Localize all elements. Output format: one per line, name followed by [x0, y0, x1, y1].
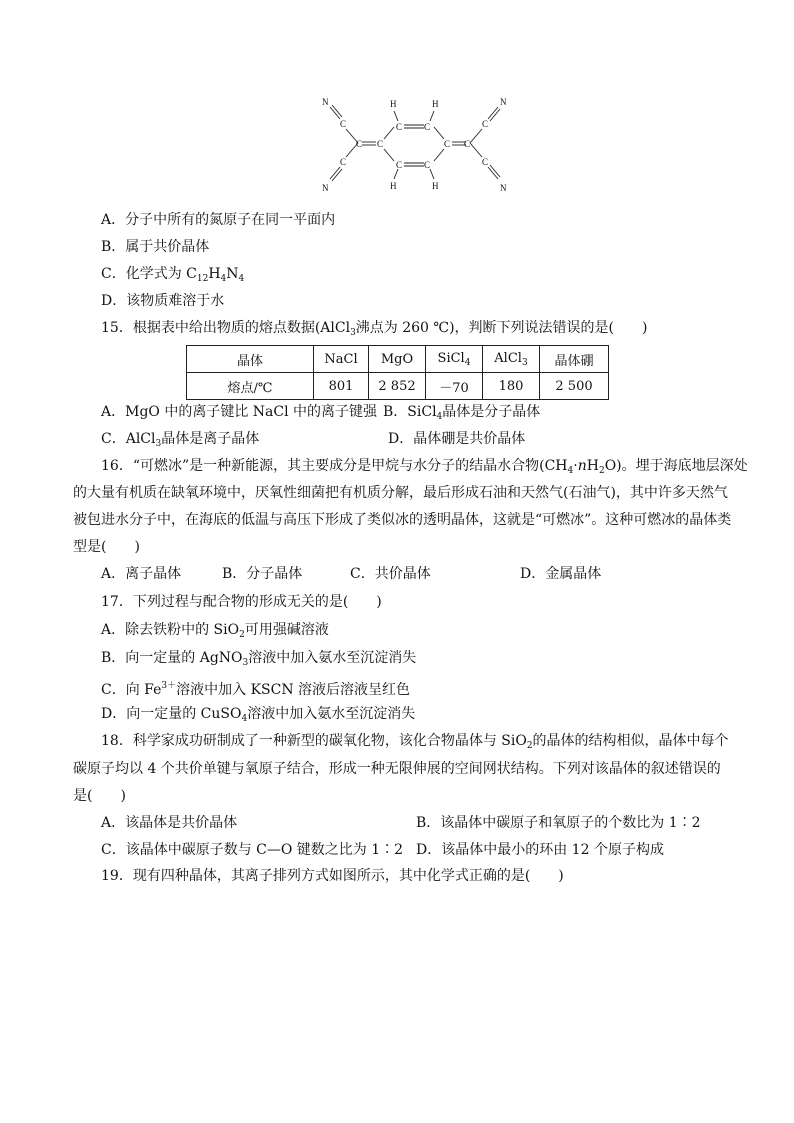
- svg-text:N: N: [500, 183, 507, 193]
- table-row: [187, 373, 609, 400]
- q16-stem-line3: 被包进水分子中，在海底的低温与高压下形成了类似冰的透明晶体，这就是“可燃冰”。这种可燃冰的晶体类: [73, 512, 732, 528]
- q17-option-b: B．向一定量的 AgNO$_3$溶液中加入氨水至沉淀消失: [101, 650, 417, 668]
- svg-text:C: C: [340, 157, 347, 167]
- q15-option-c: C．AlCl$_3$晶体是离子晶体: [101, 431, 260, 449]
- svg-text:H: H: [432, 99, 439, 109]
- q16-option-a: A．离子晶体: [101, 566, 182, 582]
- svg-text:C: C: [424, 160, 431, 170]
- q17-option-a: A．除去铁粉中的 SiO$_2$可用强碱溶液: [101, 622, 329, 640]
- svg-text:C: C: [444, 139, 451, 149]
- q15-option-d: D．晶体硼是共价晶体: [388, 431, 526, 447]
- q16-stem-line2: 的大量有机质在缺氧环境中，厌氧性细菌把有机质分解，最后形成石油和天然气(石油气)，其中许多天然气: [73, 485, 728, 501]
- q14-option-c: C．化学式为 $C_{12}H_4N_4$: [101, 266, 245, 284]
- table-header-cell: MgO: [369, 346, 426, 373]
- svg-text:C: C: [482, 119, 489, 129]
- q18-option-a: A．该晶体是共价晶体: [101, 815, 238, 831]
- q15-option-b: B．SiCl$_4$晶体是分子晶体: [383, 404, 541, 422]
- melting-point-table: [186, 345, 609, 400]
- svg-text:H: H: [390, 99, 397, 109]
- q18-stem-line3: 是( ): [73, 788, 126, 804]
- q16-stem-line1: 16．“可燃冰”是一种新能源，其主要成分是甲烷与水分子的结晶水合物$(CH_4\cdot nH_2O)$。埋于海底地层深处: [101, 458, 748, 476]
- table-cell: 801: [314, 373, 369, 400]
- svg-text:C: C: [424, 122, 431, 132]
- q16-option-d: D．金属晶体: [520, 566, 602, 582]
- svg-text:C: C: [464, 139, 471, 149]
- q14-option-a: A．分子中所有的氮原子在同一平面内: [101, 212, 336, 228]
- table-cell: 2 852: [369, 373, 426, 400]
- svg-text:C: C: [340, 119, 347, 129]
- table-header-cell: NaCl: [314, 346, 369, 373]
- q18-stem-line2: 碳原子均以 4 个共价单键与氧原子结合，形成一种无限伸展的空间网状结构。下列对该晶体的叙述错误的: [73, 761, 721, 777]
- table-cell: 2 500: [540, 373, 609, 400]
- svg-text:H: H: [432, 181, 439, 191]
- q15-option-a: A．MgO 中的离子键比 NaCl 中的离子键强: [101, 404, 378, 420]
- q18-stem-line1: 18．科学家成功研制成了一种新型的碳氧化物，该化合物晶体与 SiO$_2$的晶体的结构相似，晶体中每个: [101, 733, 729, 751]
- q17-stem: 17．下列过程与配合物的形成无关的是( ): [101, 594, 382, 610]
- q16-stem-line4: 型是( ): [73, 539, 140, 555]
- svg-text:C: C: [396, 160, 403, 170]
- table-header-cell: 晶体: [187, 346, 314, 373]
- q16-option-c: C．共价晶体: [350, 566, 431, 582]
- molecule-atom-labels: [322, 97, 507, 193]
- q19-stem: 19．现有四种晶体，其离子排列方式如图所示，其中化学式正确的是( ): [101, 868, 564, 884]
- q16-option-b: B．分子晶体: [222, 566, 303, 582]
- svg-text:N: N: [322, 183, 329, 193]
- q17-option-d: D．向一定量的 CuSO$_4$溶液中加入氨水至沉淀消失: [101, 706, 416, 724]
- svg-text:N: N: [322, 97, 329, 107]
- q18-option-c: C．该晶体中碳原子数与 C—O 键数之比为 1∶2: [101, 842, 404, 858]
- svg-text:N: N: [500, 97, 507, 107]
- table-header-cell: AlCl$_3$: [483, 346, 540, 373]
- table-cell: －70: [426, 373, 483, 400]
- table-header-cell: SiCl$_4$: [426, 346, 483, 373]
- molecule-structure-diagram: [318, 93, 518, 193]
- q17-option-c: C．向 $Fe^{3+}$溶液中加入 KSCN 溶液后溶液呈红色: [101, 681, 411, 698]
- table-header-cell: 晶体硼: [540, 346, 609, 373]
- table-cell: 180: [483, 373, 540, 400]
- q14-option-b: B．属于共价晶体: [101, 239, 210, 255]
- svg-text:C: C: [377, 139, 384, 149]
- table-header-row: [187, 346, 609, 373]
- table-row-label: 熔点/℃: [187, 373, 314, 400]
- q15-stem: 15．根据表中给出物质的熔点数据(AlCl$_3$沸点为 260 ℃)，判断下列说法错误的是( ): [101, 320, 648, 338]
- svg-text:C: C: [482, 157, 489, 167]
- svg-text:C: C: [396, 122, 403, 132]
- q18-option-d: D．该晶体中最小的环由 12 个原子构成: [416, 842, 664, 858]
- svg-text:C: C: [356, 139, 363, 149]
- q14-option-d: D．该物质难溶于水: [101, 293, 225, 309]
- svg-text:H: H: [390, 181, 397, 191]
- q18-option-b: B．该晶体中碳原子和氧原子的个数比为 1∶2: [416, 815, 701, 831]
